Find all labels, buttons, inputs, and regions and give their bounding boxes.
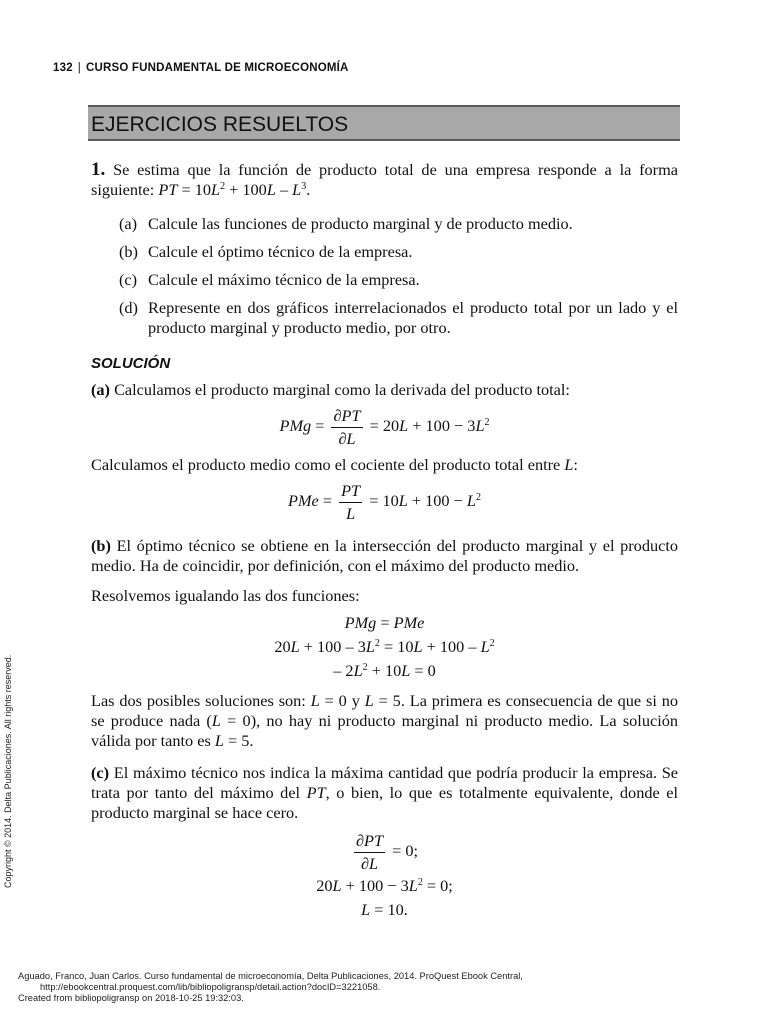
citation-line: Aguado, Franco, Juan Carlos. Curso fundamental de microeconomía, Delta Publicaciones, 2014. ProQuest Ebook Central, — [18, 971, 523, 981]
exercise-number: 1. — [91, 159, 106, 180]
average-product-paragraph: Calculamos el producto medio como el cociente del producto total entre L: — [91, 455, 578, 474]
item-label: (c) — [119, 270, 138, 289]
solution-b-paragraph — [91, 536, 678, 576]
exercise-intro: Se estima que la función de producto total de una empresa responde a la forma siguiente: — [91, 160, 678, 199]
part-label: (b) — [91, 536, 111, 555]
resolve-paragraph: Resolvemos igualando las dos funciones: — [91, 586, 360, 605]
page-body — [91, 160, 678, 922]
exercise-item-b — [91, 242, 678, 262]
item-text: Calcule las funciones de producto marginal y de producto medio. — [148, 214, 573, 233]
paragraph-text: Las dos posibles soluciones son: — [91, 691, 311, 710]
running-head — [53, 62, 349, 74]
quadratic-equation: – $2L^2 + 10L = 0$ — [333, 661, 436, 680]
part-label: (a) — [91, 380, 110, 399]
part-label: (c) — [91, 763, 110, 782]
item-text: Calcule el máximo técnico de la empresa. — [148, 270, 420, 289]
exercise-statement — [91, 160, 678, 200]
paragraph-text: ), no hay ni producto marginal ni producto medio. La solución válida por tanto es — [91, 711, 678, 750]
book-title: CURSO FUNDAMENTAL DE MICROECONOMÍA — [85, 62, 349, 74]
item-label: (b) — [119, 242, 138, 261]
equality-expanded-equation: $20L + 100 - 3L^2 = 10L + 100 - L^2$ — [274, 637, 495, 656]
item-text: Represente en dos gráficos interrelacionados el producto total por un lado y el producto marginal y producto medio, por otro. — [148, 298, 678, 337]
item-label: (d) — [119, 298, 138, 317]
exercise-item-c — [91, 270, 678, 290]
created-line: Created from bibliopoligransp on 2018-10-25 19:32:03. — [18, 993, 244, 1003]
solution-heading: SOLUCIÓN — [91, 355, 171, 372]
paragraph-text: Calculamos el producto medio como el cociente del producto total entre — [91, 455, 565, 474]
paragraph-text: El óptimo técnico se obtiene en la intersección del producto marginal y el producto medio. Ha de coincidir, por definición, con el máximo del producto medio. — [91, 536, 678, 575]
citation-footer — [18, 971, 523, 1004]
paragraph-text: , o bien, lo que es totalmente equivalente, donde el producto marginal se hace cero. — [91, 783, 678, 822]
page-number: 132 — [53, 62, 73, 74]
paragraph-text: . La primera es consecuencia de que si no se produce nada ( — [91, 691, 678, 730]
solution-c-paragraph: (c) El máximo técnico nos indica la máxima cantidad que podría producir la empresa. Se trata por tanto del máximo del PT, o bien, lo que es totalmente equivalente, donde el producto marginal se hace cero. — [91, 763, 678, 822]
max-condition-equation: $\frac{\partial PT}{\partial L}$ = 0; — [355, 831, 419, 873]
copyright-notice: Copyright © 2014. Delta Publicaciones. All rights reserved. — [3, 654, 13, 888]
max-result-equation: L = 10. — [361, 900, 408, 919]
solution-a-paragraph — [91, 380, 678, 400]
citation-url: http://ebookcentral.proquest.com/lib/bibliopoligransp/detail.action?docID=3221058. — [40, 982, 381, 992]
item-label: (a) — [119, 214, 138, 233]
equality-equation: PMg = PMe — [344, 613, 425, 632]
paragraph-text: El máximo técnico nos indica la máxima cantidad que podría producir la empresa. Se trata por tanto del máximo del — [91, 763, 678, 802]
section-title: EJERCICIOS RESUELTOS — [91, 113, 349, 136]
average-product-equation: PMe = $\frac{PT}{L}$ = $10L + 100 - L^2$ — [288, 481, 481, 523]
running-head-separator: | — [77, 62, 81, 74]
marginal-product-equation: PMg = $\frac{\partial PT}{\partial L}$ = $20L + 100 - 3L^2$ — [279, 406, 490, 448]
solutions-paragraph: Las dos posibles soluciones son: L = 0 y L = 5. La primera es consecuencia de que si no se produce nada (L = 0), no hay ni producto marginal ni producto medio. La solución válida por tanto es L = 5. — [91, 691, 678, 750]
item-text: Calcule el óptimo técnico de la empresa. — [148, 242, 413, 261]
exercise-item-a — [91, 214, 678, 234]
max-expanded-equation: $20L + 100 - 3L^2 = 0$; — [316, 876, 453, 895]
exercise-item-d — [91, 298, 678, 338]
paragraph-text: Calculamos el producto marginal como la derivada del producto total: — [114, 380, 570, 399]
total-product-formula: PT = $10L^2 + 100L - L^3$. — [158, 180, 311, 199]
section-heading-bar — [88, 105, 680, 141]
